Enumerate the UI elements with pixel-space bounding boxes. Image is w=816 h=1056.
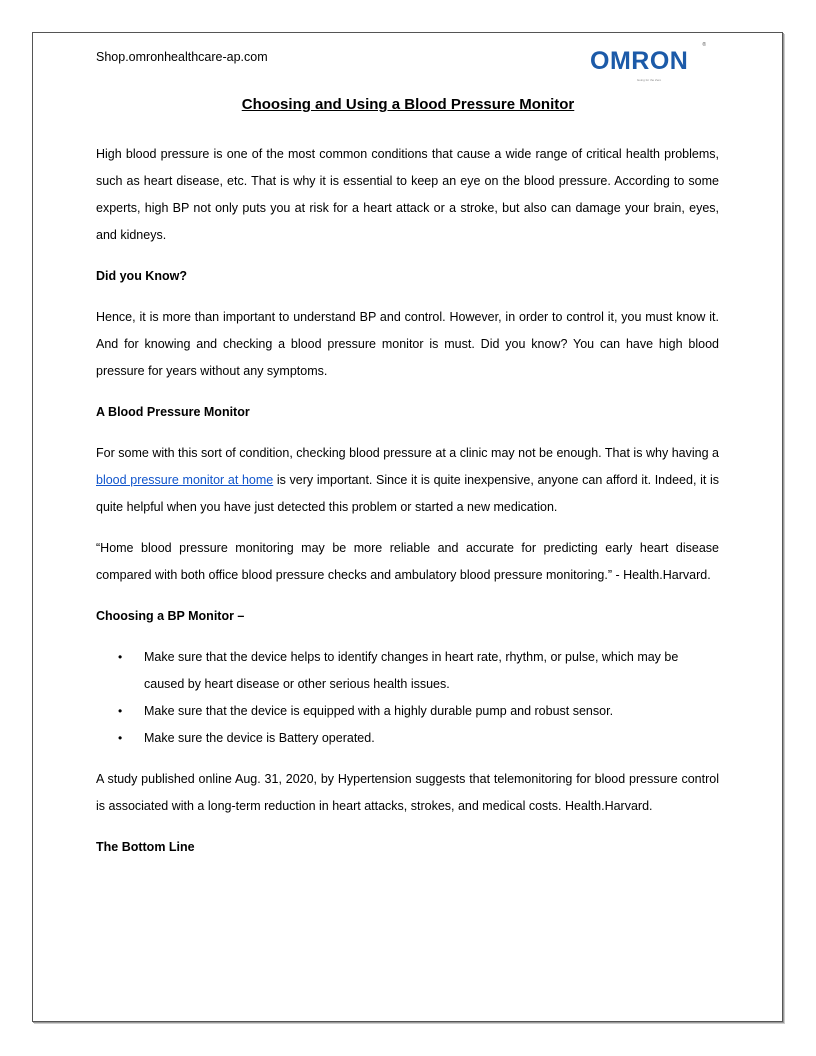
logo-tagline: Going for the Zero: [636, 78, 662, 82]
list-item-text: Make sure the device is Battery operated.: [144, 731, 375, 745]
intro-paragraph: High blood pressure is one of the most common conditions that cause a wide range of critical health problems, such as heart disease, etc. That is why it is essential to keep an eye on the blood pressure. According to some experts, high BP not only puts you at risk for a heart attack or a stroke, but also can damage your brain, eyes, and kidneys.: [96, 147, 719, 242]
list-item: [96, 725, 719, 752]
monitor-text-before: For some with this sort of condition, checking blood pressure at a clinic may not be enough. That is why having a: [96, 446, 719, 460]
bullet-icon: •: [118, 731, 123, 745]
monitor-paragraph: [96, 440, 719, 521]
site-url: Shop.omronhealthcare-ap.com: [96, 50, 268, 64]
bullet-list: [96, 644, 719, 752]
omron-logo: [590, 44, 708, 84]
bullet-icon: •: [118, 650, 123, 664]
list-item: [96, 644, 719, 698]
list-item: [96, 698, 719, 725]
logo-wordmark: OMRON: [590, 47, 689, 75]
did-you-know-heading: Did you Know?: [96, 269, 187, 283]
bp-monitor-home-link[interactable]: blood pressure monitor at home: [96, 473, 274, 487]
monitor-text-after: is very important. Since it is quite inexpensive, anyone can afford it. Indeed, it is quite helpful when you have just detected this problem or started a new medication.: [96, 473, 720, 514]
monitor-heading: A Blood Pressure Monitor: [96, 405, 250, 419]
registered-mark: ®: [702, 42, 706, 48]
bullet-icon: •: [118, 704, 123, 718]
harvard-quote: “Home blood pressure monitoring may be more reliable and accurate for predicting early heart disease compared with both office blood pressure checks and ambulatory blood pressure monitoring.” - Health.Harvard.: [96, 541, 719, 582]
page-title: Choosing and Using a Blood Pressure Monitor: [241, 96, 575, 113]
study-paragraph: A study published online Aug. 31, 2020, by Hypertension suggests that telemonitoring for blood pressure control is associated with a long-term reduction in heart attacks, strokes, and medical costs. Health.Harvard.: [96, 772, 719, 813]
list-item-text: Make sure that the device is equipped with a highly durable pump and robust sensor.: [144, 704, 614, 718]
did-you-know-paragraph: Hence, it is more than important to understand BP and control. However, in order to control it, you must know it. And for knowing and checking a blood pressure monitor is must. Did you know? You can have high blood pressure for years without any symptoms.: [96, 310, 719, 378]
choosing-heading: Choosing a BP Monitor –: [96, 609, 245, 623]
article-body: [96, 141, 719, 861]
bottom-line-heading: The Bottom Line: [96, 840, 195, 854]
list-item-text: Make sure that the device helps to identify changes in heart rate, rhythm, or pulse, which may be caused by heart disease or other serious health issues.: [144, 650, 679, 691]
